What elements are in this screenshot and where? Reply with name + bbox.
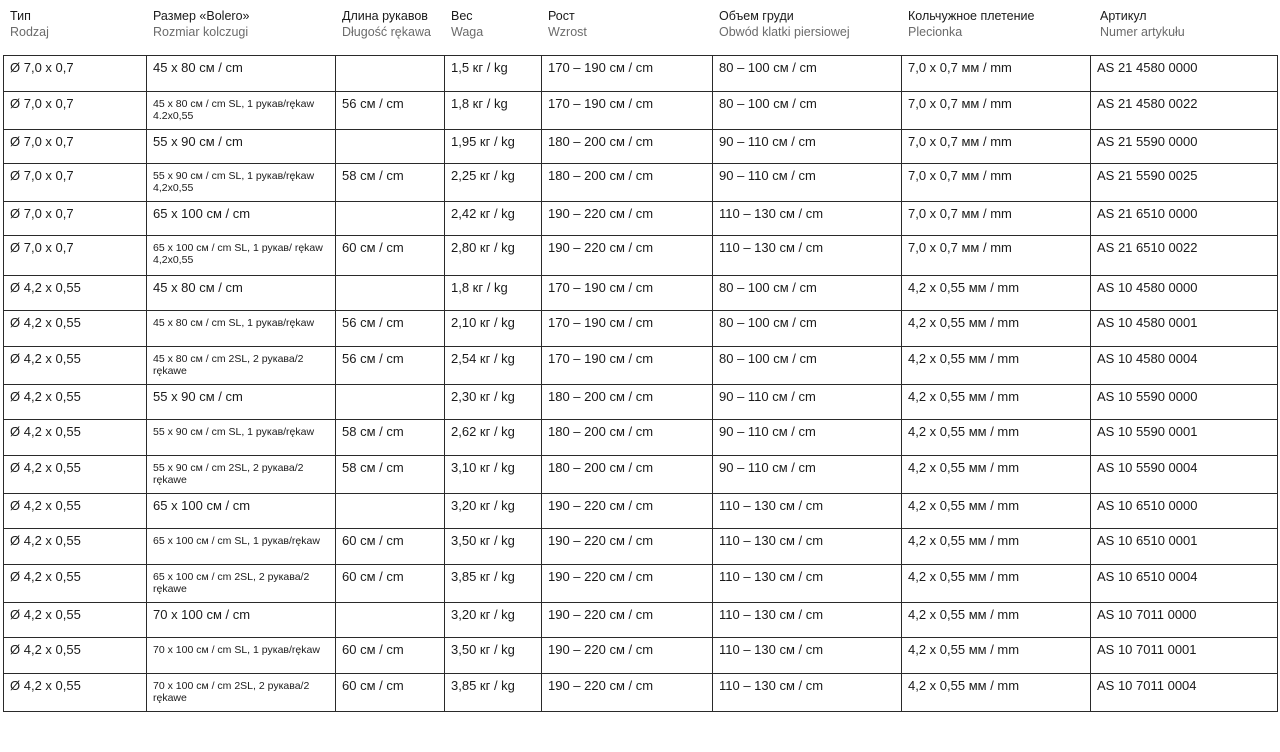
cell-chest: 110 – 130 см / cm: [713, 674, 902, 712]
cell-article: AS 10 6510 0000: [1091, 494, 1278, 529]
cell-chest: 110 – 130 см / cm: [713, 236, 902, 276]
cell-article: AS 10 6510 0001: [1091, 529, 1278, 565]
cell-type: Ø 4,2 x 0,55: [4, 603, 147, 638]
header-weight: [451, 8, 483, 40]
cell-article: AS 21 5590 0025: [1091, 164, 1278, 202]
table-row: [4, 202, 1278, 236]
cell-type: Ø 4,2 x 0,55: [4, 674, 147, 712]
cell-chest: 80 – 100 см / cm: [713, 276, 902, 311]
cell-sleeve: 60 см / cm: [336, 674, 445, 712]
table-row: [4, 347, 1278, 385]
header-ru: Артикул: [1100, 9, 1147, 23]
cell-article: AS 21 6510 0000: [1091, 202, 1278, 236]
cell-type: Ø 4,2 x 0,55: [4, 311, 147, 347]
cell-weight: 1,8 кг / kg: [445, 276, 542, 311]
cell-type: Ø 7,0 x 0,7: [4, 202, 147, 236]
cell-size: 65 x 100 см / cm SL, 1 рукав/ rękaw 4,2x0,55: [147, 236, 336, 276]
cell-article: AS 21 5590 0000: [1091, 130, 1278, 164]
header-pl: Długość rękawa: [342, 25, 431, 39]
cell-article: AS 10 4580 0004: [1091, 347, 1278, 385]
cell-height: 190 – 220 см / cm: [542, 202, 713, 236]
cell-weight: 3,20 кг / kg: [445, 603, 542, 638]
cell-weave: 4,2 x 0,55 мм / mm: [902, 311, 1091, 347]
cell-weave: 7,0 x 0,7 мм / mm: [902, 92, 1091, 130]
cell-type: Ø 4,2 x 0,55: [4, 529, 147, 565]
cell-size: 55 x 90 см / cm: [147, 385, 336, 420]
cell-article: AS 10 5590 0001: [1091, 420, 1278, 456]
cell-type: Ø 4,2 x 0,55: [4, 494, 147, 529]
cell-chest: 110 – 130 см / cm: [713, 202, 902, 236]
cell-height: 180 – 200 см / cm: [542, 456, 713, 494]
header-ru: Вес: [451, 9, 473, 23]
cell-size: 55 x 90 см / cm SL, 1 рукав/rękaw: [147, 420, 336, 456]
cell-weight: 1,95 кг / kg: [445, 130, 542, 164]
header-pl: Rodzaj: [10, 25, 49, 39]
cell-size: 70 x 100 см / cm: [147, 603, 336, 638]
cell-chest: 80 – 100 см / cm: [713, 311, 902, 347]
cell-height: 190 – 220 см / cm: [542, 603, 713, 638]
header-pl: Obwód klatki piersiowej: [719, 25, 850, 39]
cell-type: Ø 4,2 x 0,55: [4, 385, 147, 420]
header-sleeve: [342, 8, 431, 40]
cell-weight: 2,10 кг / kg: [445, 311, 542, 347]
cell-weave: 4,2 x 0,55 мм / mm: [902, 420, 1091, 456]
cell-height: 180 – 200 см / cm: [542, 385, 713, 420]
header-chest: [719, 8, 850, 40]
cell-size: 65 x 100 см / cm 2SL, 2 рукава/2 rękawe: [147, 565, 336, 603]
cell-type: Ø 7,0 x 0,7: [4, 92, 147, 130]
cell-sleeve: [336, 603, 445, 638]
cell-chest: 90 – 110 см / cm: [713, 420, 902, 456]
cell-size: 55 x 90 см / cm SL, 1 рукав/rękaw 4,2x0,55: [147, 164, 336, 202]
cell-chest: 80 – 100 см / cm: [713, 92, 902, 130]
cell-article: AS 10 5590 0004: [1091, 456, 1278, 494]
cell-weave: 4,2 x 0,55 мм / mm: [902, 603, 1091, 638]
cell-sleeve: 58 см / cm: [336, 420, 445, 456]
cell-weave: 4,2 x 0,55 мм / mm: [902, 276, 1091, 311]
cell-chest: 90 – 110 см / cm: [713, 130, 902, 164]
cell-sleeve: 60 см / cm: [336, 638, 445, 674]
table-row: [4, 420, 1278, 456]
cell-height: 170 – 190 см / cm: [542, 347, 713, 385]
cell-height: 170 – 190 см / cm: [542, 311, 713, 347]
cell-height: 170 – 190 см / cm: [542, 92, 713, 130]
header-pl: Plecionka: [908, 25, 963, 39]
cell-size: 70 x 100 см / cm 2SL, 2 рукава/2 rękawe: [147, 674, 336, 712]
table-body: [4, 56, 1278, 712]
cell-size: 45 x 80 см / cm SL, 1 рукав/rękaw: [147, 311, 336, 347]
cell-chest: 110 – 130 см / cm: [713, 494, 902, 529]
table-row: [4, 311, 1278, 347]
cell-article: AS 10 7011 0001: [1091, 638, 1278, 674]
cell-article: AS 10 4580 0000: [1091, 276, 1278, 311]
cell-weight: 1,5 кг / kg: [445, 56, 542, 92]
cell-sleeve: 60 см / cm: [336, 236, 445, 276]
cell-weight: 2,25 кг / kg: [445, 164, 542, 202]
cell-sleeve: [336, 494, 445, 529]
cell-height: 180 – 200 см / cm: [542, 164, 713, 202]
cell-chest: 90 – 110 см / cm: [713, 385, 902, 420]
cell-height: 170 – 190 см / cm: [542, 276, 713, 311]
cell-weave: 7,0 x 0,7 мм / mm: [902, 130, 1091, 164]
cell-height: 180 – 200 см / cm: [542, 130, 713, 164]
cell-height: 190 – 220 см / cm: [542, 494, 713, 529]
table-row: [4, 236, 1278, 276]
cell-size: 70 x 100 см / cm SL, 1 рукав/rękaw: [147, 638, 336, 674]
cell-weave: 4,2 x 0,55 мм / mm: [902, 456, 1091, 494]
table-row: [4, 130, 1278, 164]
header-ru: Объем груди: [719, 9, 794, 23]
cell-weight: 3,50 кг / kg: [445, 638, 542, 674]
header-ru: Тип: [10, 9, 31, 23]
cell-weave: 4,2 x 0,55 мм / mm: [902, 385, 1091, 420]
cell-sleeve: 56 см / cm: [336, 311, 445, 347]
cell-type: Ø 4,2 x 0,55: [4, 276, 147, 311]
cell-height: 170 – 190 см / cm: [542, 56, 713, 92]
cell-weave: 7,0 x 0,7 мм / mm: [902, 164, 1091, 202]
cell-chest: 110 – 130 см / cm: [713, 603, 902, 638]
header-ru: Размер «Bolero»: [153, 9, 250, 23]
header-pl: Waga: [451, 25, 484, 39]
header-size: [153, 8, 249, 40]
header-weave: [908, 8, 1034, 40]
cell-weight: 3,10 кг / kg: [445, 456, 542, 494]
header-ru: Рост: [548, 9, 575, 23]
cell-weave: 4,2 x 0,55 мм / mm: [902, 347, 1091, 385]
cell-weave: 4,2 x 0,55 мм / mm: [902, 565, 1091, 603]
cell-sleeve: 56 см / cm: [336, 92, 445, 130]
cell-size: 55 x 90 см / cm 2SL, 2 рукава/2 rękawe: [147, 456, 336, 494]
cell-type: Ø 4,2 x 0,55: [4, 347, 147, 385]
cell-size: 45 x 80 см / cm: [147, 56, 336, 92]
cell-size: 45 x 80 см / cm SL, 1 рукав/rękaw 4.2x0,55: [147, 92, 336, 130]
cell-weight: 2,62 кг / kg: [445, 420, 542, 456]
header-pl: Rozmiar kolczugi: [153, 25, 249, 39]
cell-type: Ø 7,0 x 0,7: [4, 56, 147, 92]
cell-weave: 7,0 x 0,7 мм / mm: [902, 236, 1091, 276]
cell-height: 180 – 200 см / cm: [542, 420, 713, 456]
cell-weave: 4,2 x 0,55 мм / mm: [902, 529, 1091, 565]
cell-weight: 3,85 кг / kg: [445, 565, 542, 603]
cell-size: 55 x 90 см / cm: [147, 130, 336, 164]
cell-article: AS 21 4580 0022: [1091, 92, 1278, 130]
cell-sleeve: 60 см / cm: [336, 529, 445, 565]
cell-weight: 2,54 кг / kg: [445, 347, 542, 385]
cell-article: AS 21 4580 0000: [1091, 56, 1278, 92]
table-row: [4, 385, 1278, 420]
cell-sleeve: [336, 385, 445, 420]
header-height: [548, 8, 587, 40]
cell-article: AS 10 5590 0000: [1091, 385, 1278, 420]
cell-weave: 4,2 x 0,55 мм / mm: [902, 494, 1091, 529]
cell-weight: 2,30 кг / kg: [445, 385, 542, 420]
cell-chest: 90 – 110 см / cm: [713, 164, 902, 202]
cell-size: 65 x 100 см / cm: [147, 202, 336, 236]
cell-article: AS 10 4580 0001: [1091, 311, 1278, 347]
cell-article: AS 10 7011 0004: [1091, 674, 1278, 712]
table-row: [4, 276, 1278, 311]
cell-weave: 7,0 x 0,7 мм / mm: [902, 56, 1091, 92]
cell-type: Ø 4,2 x 0,55: [4, 456, 147, 494]
cell-sleeve: [336, 130, 445, 164]
header-ru: Длина рукавов: [342, 9, 428, 23]
cell-sleeve: [336, 56, 445, 92]
header-article: [1100, 8, 1185, 40]
cell-size: 65 x 100 см / cm SL, 1 рукав/rękaw: [147, 529, 336, 565]
cell-weight: 3,85 кг / kg: [445, 674, 542, 712]
cell-sleeve: [336, 202, 445, 236]
table-row: [4, 603, 1278, 638]
header-pl: Wzrost: [548, 25, 587, 39]
product-table: [3, 55, 1278, 712]
cell-type: Ø 7,0 x 0,7: [4, 164, 147, 202]
cell-chest: 80 – 100 см / cm: [713, 347, 902, 385]
cell-weight: 1,8 кг / kg: [445, 92, 542, 130]
cell-type: Ø 7,0 x 0,7: [4, 130, 147, 164]
header-type: [10, 8, 49, 40]
cell-weave: 7,0 x 0,7 мм / mm: [902, 202, 1091, 236]
cell-height: 190 – 220 см / cm: [542, 674, 713, 712]
cell-weight: 3,50 кг / kg: [445, 529, 542, 565]
table-row: [4, 638, 1278, 674]
cell-article: AS 10 6510 0004: [1091, 565, 1278, 603]
cell-height: 190 – 220 см / cm: [542, 236, 713, 276]
cell-weave: 4,2 x 0,55 мм / mm: [902, 674, 1091, 712]
table-row: [4, 494, 1278, 529]
cell-size: 45 x 80 см / cm 2SL, 2 рукава/2 rękawe: [147, 347, 336, 385]
cell-chest: 110 – 130 см / cm: [713, 529, 902, 565]
table-row: [4, 164, 1278, 202]
cell-article: AS 10 7011 0000: [1091, 603, 1278, 638]
cell-size: 45 x 80 см / cm: [147, 276, 336, 311]
cell-weight: 2,42 кг / kg: [445, 202, 542, 236]
cell-weight: 2,80 кг / kg: [445, 236, 542, 276]
cell-sleeve: [336, 276, 445, 311]
cell-type: Ø 4,2 x 0,55: [4, 565, 147, 603]
cell-type: Ø 4,2 x 0,55: [4, 420, 147, 456]
cell-sleeve: 58 см / cm: [336, 164, 445, 202]
cell-sleeve: 58 см / cm: [336, 456, 445, 494]
cell-type: Ø 7,0 x 0,7: [4, 236, 147, 276]
table-row: [4, 529, 1278, 565]
header-ru: Кольчужное плетение: [908, 9, 1035, 23]
cell-height: 190 – 220 см / cm: [542, 529, 713, 565]
table-row: [4, 565, 1278, 603]
cell-sleeve: 60 см / cm: [336, 565, 445, 603]
cell-article: AS 21 6510 0022: [1091, 236, 1278, 276]
cell-height: 190 – 220 см / cm: [542, 638, 713, 674]
table-row: [4, 456, 1278, 494]
cell-chest: 80 – 100 см / cm: [713, 56, 902, 92]
cell-chest: 110 – 130 см / cm: [713, 638, 902, 674]
header-pl: Numer artykułu: [1100, 25, 1185, 39]
cell-size: 65 x 100 см / cm: [147, 494, 336, 529]
cell-height: 190 – 220 см / cm: [542, 565, 713, 603]
cell-chest: 90 – 110 см / cm: [713, 456, 902, 494]
cell-weave: 4,2 x 0,55 мм / mm: [902, 638, 1091, 674]
table-header: [0, 0, 1280, 54]
cell-weight: 3,20 кг / kg: [445, 494, 542, 529]
cell-sleeve: 56 см / cm: [336, 347, 445, 385]
table-row: [4, 56, 1278, 92]
cell-chest: 110 – 130 см / cm: [713, 565, 902, 603]
table-row: [4, 674, 1278, 712]
table-row: [4, 92, 1278, 130]
cell-type: Ø 4,2 x 0,55: [4, 638, 147, 674]
